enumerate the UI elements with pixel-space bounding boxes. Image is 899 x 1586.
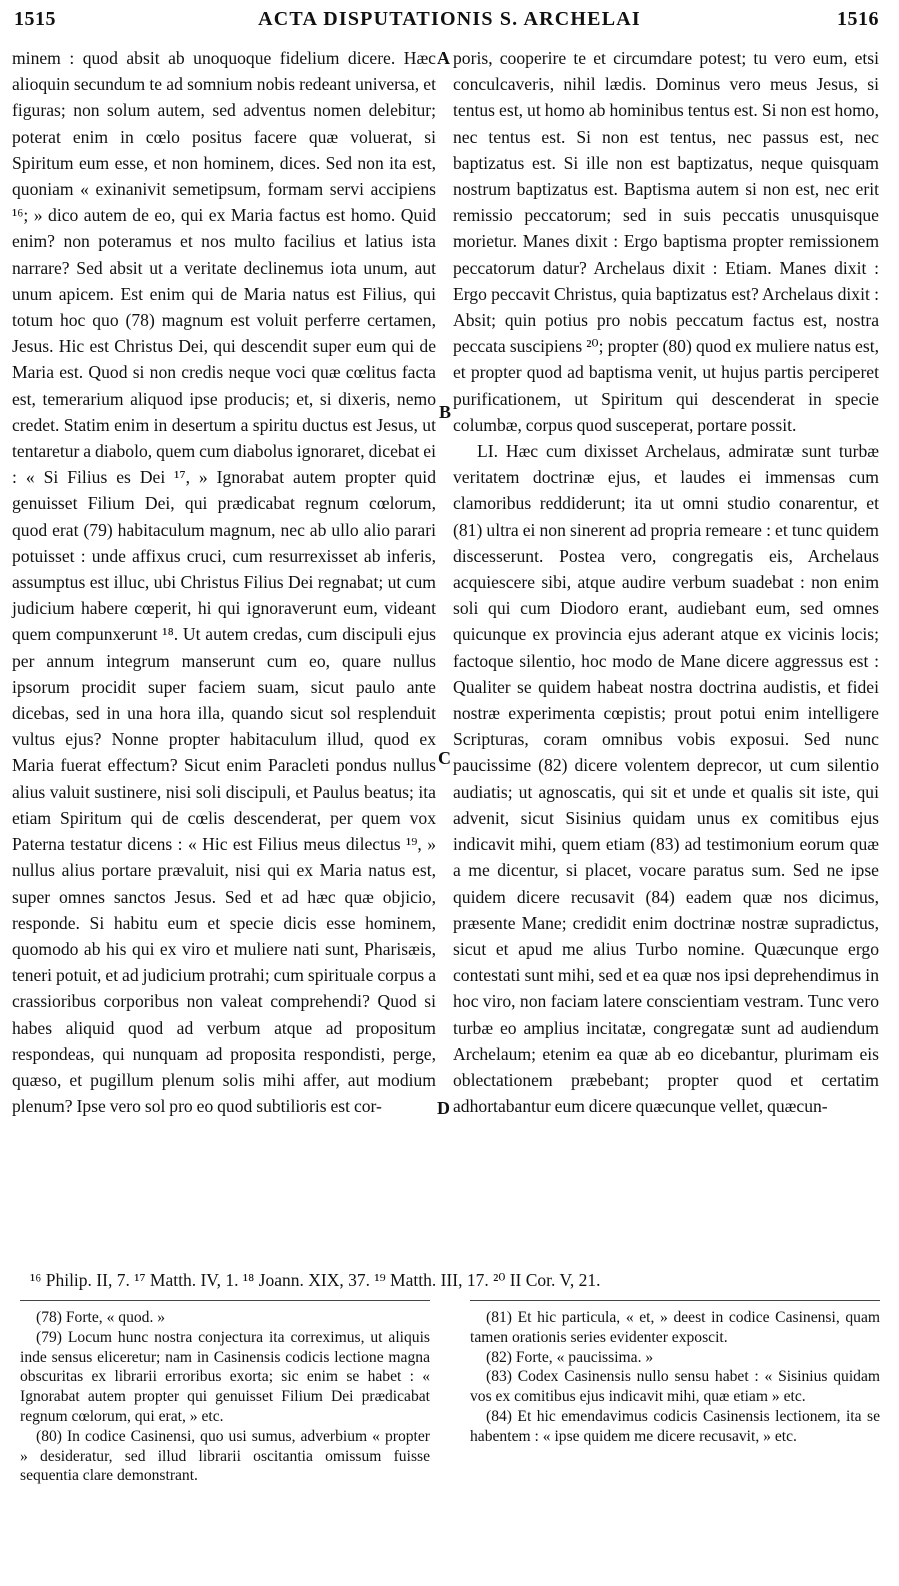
notes-divider-left	[20, 1300, 430, 1301]
margin-marker-c: C	[438, 748, 451, 768]
paragraph: minem : quod absit ab unoquoque fidelium dicere. Hæc alioquin secundum te ad somnium nobis redeant universa, et figuras; non solum autem, sed adventus nomen delebitur; poterat enim in cœlo positus facere quæ voluerat, si Spiritum eum esse, et non hominem, dices. Sed non ita est, quoniam « exinanivit semetipsum, formam servi accipiens ¹⁶; » dico autem de eo, qui ex Maria factus est homo. Quid enim? non poteramus et nos multo facilius et latius ista narrare? Sed absit ut a veritate declinemus iota unum, aut unum apicem. Est enim qui de Maria natus est Filius, qui totum hoc quo (78) magnum est voluit perferre certamen, Jesus. Hic est Christus Dei, qui descendit super eum qui de Maria est. Quod si non credis neque voci quæ cœlitus facta est, temerarium aliquod ipse producis; et, si dixeris, nemo credet. Statim enim in desertum a spiritu ductus est Jesus, ut tentaretur a diabolo, quem cum diabolus ignoraret, dicebat ei : « Si Filius es Dei ¹⁷, » Ignorabat autem propter quid genuisset Filium Dei, qui prædicabat regnum cœlorum, quod erat (79) habitaculum magnum, nec ab ullo alio parari potuisset : unde affixus cruci, cum resurrexisset ab inferis, assumptus est illuc, ubi Christus Filius Dei regnabat; ut cum judicium habere cœperit, hi qui ignoraverunt eum, videant quem compunxerunt ¹⁸. Ut autem credas, cum discipuli ejus per annum integrum manserunt cum eo, quare nullus ipsorum procidit super faciem suam, sicut paulo ante dicebas, sed in una hora illa, quando sicut sol resplenduit vultus ejus? Nonne propter habitaculum illud, quod ex Maria fuerat effectum? Sicut enim Paracleti pondus nullus alius valuit sustinere, nisi soli discipuli, et Paulus beatus; ita etiam Spiritum qui de cœlis descenderat, per quem vox Paterna testatur dicens : « Hic est Filius meus dilectus ¹⁹, » nullus alius portare prævaluit, nisi qui ex Maria natus est, super omnes sanctos Jesus. Sed et ad hæc quæ objicio, responde. Si habitu eum et specie dicis esse hominem, quomodo ab his qui ex viro et muliere nati sunt, Pharisæis, teneri potuit, et ad judicium protrahi; cum spirituale corpus a crassioribus corporibus non valeat comprehendi? Quod si habes aliquid quod ad verbum atque ad propositum respondeas, qui nunquam ad proposita respondisti, perge, quæso, et pugillum plenum solis mihi affer, aut modium plenum? Ipse vero sol pro eo quod subtilioris est cor-	[12, 48, 436, 1117]
footnotes-left	[20, 1308, 430, 1486]
footnote: (78) Forte, « quod. »	[36, 1309, 166, 1326]
paragraph: poris, cooperire te et circumdare potest; tu vero eum, etsi conculcaveris, nihil lædis. Dominus vero meus Jesus, si tentus est, ut homo ab hominibus tentus est. Si non est homo, nec tentus est. Si non est tentus, nec passus est, nec baptizatus est. Si ille non est baptizatus, neque quisquam nostrum baptizatus est. Baptisma autem si non est, nec erit remissio peccatorum; sed in suis peccatis unusquisque morietur. Manes dixit : Ergo baptisma propter remissionem peccatorum datur? Archelaus dixit : Etiam. Manes dixit : Ergo peccavit Christus, quia baptizatus est? Archelaus dixit : Absit; quin potius pro nobis peccatum factus est, nostra peccata suscipiens ²⁰; propter (80) quod ex muliere natus est, et propter quod ad baptisma venit, ut hujus partis perciperet purificationem, ut Spiritum qui descenderat in specie columbæ, corpus quod susceperat, portare possit.	[453, 48, 879, 435]
scripture-references: ¹⁶ Philip. II, 7. ¹⁷ Matth. IV, 1. ¹⁸ Joann. XIX, 37. ¹⁹ Matth. III, 17. ²⁰ II Cor. V, 21.	[30, 1270, 601, 1290]
footnote: (83) Codex Casinensis nullo sensu habet : « Sisinius quidam vos ex comitibus ejus indicavit mihi, quæ etiam » etc.	[470, 1368, 880, 1406]
running-title: ACTA DISPUTATIONIS S. ARCHELAI	[258, 8, 641, 30]
paragraph-section-li: LI. Hæc cum dixisset Archelaus, admiratæ sunt turbæ veritatem doctrinæ ejus, et laudes ei immensas cum clamoribus reddiderunt; ita ut omni studio conarentur, et (81) ultra ei non sinerent ad propria remeare : et tunc quidem discesserunt. Postea vero, congregatis eis, Archelaus acquiescere sibi, atque audire verbum suadebat : non enim soli qui cum Diodoro erant, audiebant eum, sed omnes quicunque ex provincia ejus aderant atque ex vicinis locis; factoque silentio, hoc modo de Mane dicere aggressus est : Qualiter se quidem habeat nostra doctrina audistis, et fidei nostræ experimenta cœpistis; prout potui enim intelligere Scripturas, coram omnibus vobis exposui. Sed nunc paucissime (82) dicere volentem deprecor, ut cum silentio audiatis; ut agnoscatis, qui sit et unde et qualis sit iste, qui advenit, sicut Sisinius quidam unus ex comitibus ejus indicavit mihi, quem etiam (83) ad testimonium eorum quæ a me dicentur, si placet, vocare paratus sum. Sed ne ipse quidem dicere recusavit (84) eadem quæ nos dicimus, præsente Mane; credidit enim doctrinæ nostræ supradictus, sicut et apud me alius Turbo nomine. Quæcunque ergo contestati sunt mihi, sed et ea quæ nos ipsi deprehendimus in hoc viro, non faciam latere conscientiam vestram. Tunc vero turbæ eo amplius incitatæ, congregatæ sunt ad audiendum Archelaum; etenim ea quæ ab eo dicebantur, plurimam eis oblectationem præbebant; propter quod et certatim adhortabantur eum dicere quæcunque vellet, quæcun-	[453, 441, 879, 1117]
running-header	[0, 8, 899, 36]
page-number-right: 1516	[837, 8, 879, 30]
footnote: (79) Locum hunc nostra conjectura ita correximus, ut aliquis inde sensus eliceretur; nam in Casinensis codicis lectione magna obscuritas ex librarii erroribus exorta; sic enim se habet : « Ignorabat autem propter qui genuisset Filium Dei prædicabat regnum cœlorum, qui erat, » etc.	[20, 1328, 430, 1425]
footnote: (82) Forte, « paucissima. »	[486, 1348, 654, 1366]
footnote: (84) Et hic emendavimus codicis Casinensis lectionem, ita se habentem : « ipse quidem me dicere recusavit, » etc.	[470, 1407, 880, 1445]
footnotes-right	[470, 1308, 880, 1447]
footnote: (81) Et hic particula, « et, » deest in codice Casinensi, quam tamen orationis series evidenter exposcit.	[470, 1309, 880, 1346]
margin-marker-b: B	[439, 402, 452, 422]
right-text-column	[453, 45, 879, 1119]
footnote: (80) In codice Casinensi, quo usi sumus, adverbium « propter » desideratur, sed illud librarii oscitantia omissum fuisse sequentia clare demonstrant.	[20, 1427, 430, 1485]
left-text-column	[12, 45, 436, 1119]
page-number-left: 1515	[14, 8, 56, 30]
margin-marker-a: A	[437, 48, 450, 68]
margin-marker-d: D	[437, 1098, 450, 1118]
notes-divider-right	[470, 1300, 880, 1301]
